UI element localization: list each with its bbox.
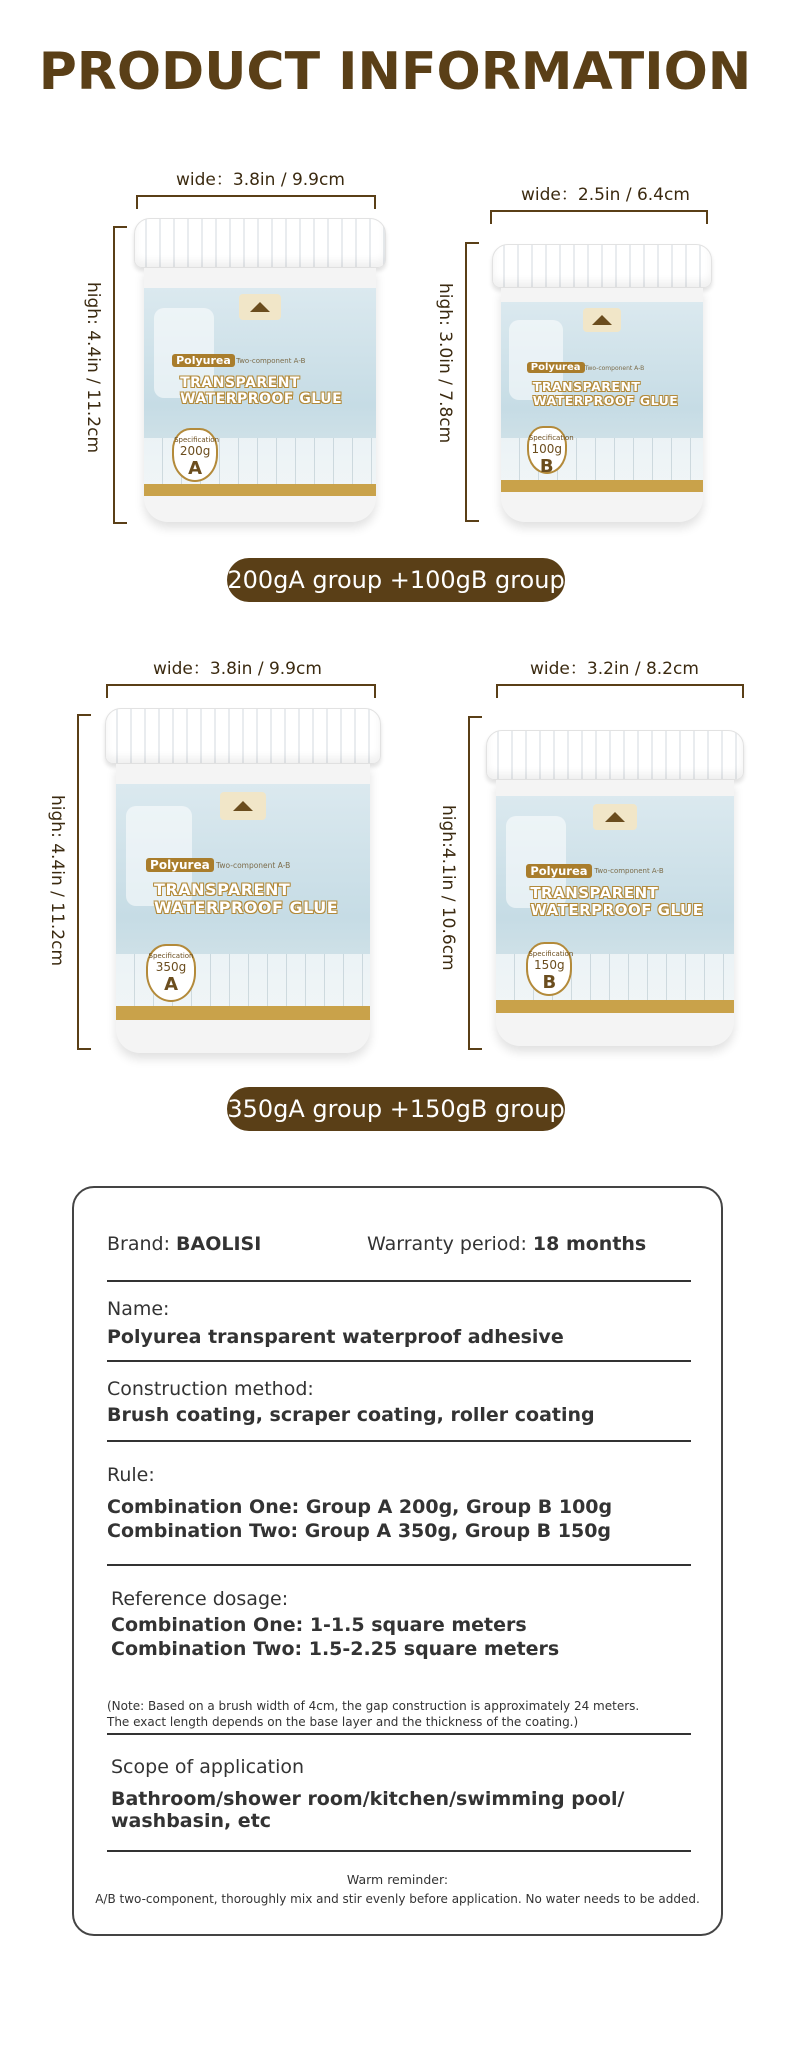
divider: [107, 1733, 691, 1735]
divider: [107, 1850, 691, 1852]
brand-label: Brand:: [107, 1233, 177, 1255]
component-text: Two-component A-B: [236, 357, 306, 365]
component-text: Two-component A-B: [216, 861, 291, 870]
scope-label: Scope of application: [111, 1756, 305, 1778]
width-dimension-line: [490, 210, 708, 212]
width-dimension-line: [106, 684, 376, 686]
brand-logo-icon: [583, 308, 621, 332]
jar-label: [116, 784, 370, 1006]
name-label: Name:: [107, 1298, 170, 1320]
product-info-card: [72, 1186, 723, 1936]
width-label: wide：2.5in / 6.4cm: [521, 185, 690, 205]
product-jar-b-100g: [492, 244, 712, 522]
name-value: Polyurea transparent waterproof adhesive: [107, 1326, 564, 1348]
dosage-line-1: Combination One: 1-1.5 square meters: [111, 1614, 527, 1636]
warranty-value: 18 months: [532, 1233, 647, 1255]
dosage-note: [107, 1698, 691, 1730]
brand-logo-icon: [239, 294, 281, 320]
product-name-line2: WATERPROOF GLUE: [154, 898, 339, 917]
height-dimension-line: [113, 226, 115, 524]
warranty-label: Warranty period:: [367, 1233, 533, 1255]
construction-label: Construction method:: [107, 1378, 314, 1400]
product-jar-b-150g: [486, 730, 744, 1046]
dosage-line-2: Combination Two: 1.5-2.25 square meters: [111, 1638, 560, 1660]
height-label: high: 4.4in / 11.2cm: [83, 282, 103, 454]
product-jar-a-350g: [105, 708, 381, 1053]
page-title: PRODUCT INFORMATION: [38, 42, 752, 102]
divider: [107, 1280, 691, 1282]
product-name-line1: TRANSPARENT: [532, 379, 641, 394]
height-label: high:4.1in / 10.6cm: [438, 805, 458, 971]
brand-value: BAOLISI: [176, 1233, 262, 1255]
spec-badge: Specification 200g A: [172, 428, 218, 482]
polyurea-badge: Polyurea: [146, 858, 214, 872]
polyurea-badge: Polyurea: [526, 864, 591, 878]
brand-warranty-row: [107, 1233, 691, 1263]
polyurea-badge: Polyurea: [172, 354, 235, 367]
note-line-1: (Note: Based on a brush width of 4cm, the gap construction is approximately 24 meters.: [107, 1699, 640, 1713]
jar-label: [496, 796, 733, 1000]
component-text: Two-component A-B: [594, 867, 664, 875]
rule-line-2: Combination Two: Group A 350g, Group B 150g: [107, 1520, 612, 1542]
spec-badge: Specification 350g A: [146, 944, 196, 1002]
polyurea-badge: Polyurea: [527, 362, 585, 373]
note-line-2: The exact length depends on the base layer and the thickness of the coating.): [107, 1715, 579, 1730]
jar-body: [501, 288, 703, 522]
jar-lid: [492, 244, 712, 288]
spec-badge: Specification 100g B: [527, 426, 567, 474]
brand-logo-icon: [593, 804, 637, 830]
dosage-label: Reference dosage:: [111, 1588, 289, 1610]
height-dimension-line: [468, 716, 470, 1050]
component-text: Two-component A-B: [584, 365, 645, 372]
construction-row: [107, 1378, 691, 1426]
warm-reminder-text: A/B two-component, thoroughly mix and stir evenly before application. No water needs to be added.: [95, 1892, 700, 1906]
height-dimension-line: [77, 714, 79, 1050]
warm-reminder-title: Warm reminder:: [346, 1872, 449, 1887]
jar-body: [116, 764, 370, 1053]
product-name-line2: WATERPROOF GLUE: [180, 391, 343, 407]
divider: [107, 1564, 691, 1566]
scope-row: [111, 1756, 695, 1832]
height-label: high: 3.0in / 7.8cm: [435, 283, 455, 444]
group-combination-badge: 200gA group +100gB group: [227, 558, 565, 602]
jar-lid: [105, 708, 381, 764]
jar-lid: [486, 730, 744, 780]
dosage-row: [111, 1588, 695, 1660]
jar-lid: [134, 218, 386, 268]
rule-label: Rule:: [107, 1464, 155, 1486]
product-name-line1: TRANSPARENT: [154, 880, 291, 899]
brand-logo-icon: [220, 792, 266, 820]
scope-line-2: washbasin, etc: [111, 1810, 272, 1832]
construction-value: Brush coating, scraper coating, roller coating: [107, 1404, 595, 1426]
width-dimension-line: [496, 684, 744, 686]
jar-label: [144, 288, 376, 484]
width-label: wide：3.8in / 9.9cm: [176, 170, 345, 190]
name-row: [107, 1298, 691, 1348]
product-name-line1: TRANSPARENT: [180, 375, 300, 391]
width-label: wide：3.8in / 9.9cm: [153, 659, 322, 679]
product-name-line1: TRANSPARENT: [530, 884, 659, 902]
scope-line-1: Bathroom/shower room/kitchen/swimming pool/: [111, 1788, 625, 1810]
width-label: wide：3.2in / 8.2cm: [530, 659, 699, 679]
product-jar-a-200g: [134, 218, 386, 522]
jar-body: [144, 268, 376, 522]
divider: [107, 1360, 691, 1362]
divider: [107, 1440, 691, 1442]
rule-row: [107, 1464, 691, 1542]
spec-badge: Specification 150g B: [526, 942, 572, 996]
product-name-line2: WATERPROOF GLUE: [530, 901, 704, 919]
jar-body: [496, 780, 733, 1046]
width-dimension-line: [136, 195, 376, 197]
height-label: high: 4.4in / 11.2cm: [47, 795, 67, 967]
rule-line-1: Combination One: Group A 200g, Group B 100g: [107, 1496, 613, 1518]
jar-label: [501, 302, 703, 480]
group-combination-badge: 350gA group +150gB group: [227, 1087, 565, 1131]
product-name-line2: WATERPROOF GLUE: [532, 393, 679, 408]
height-dimension-line: [465, 242, 467, 522]
